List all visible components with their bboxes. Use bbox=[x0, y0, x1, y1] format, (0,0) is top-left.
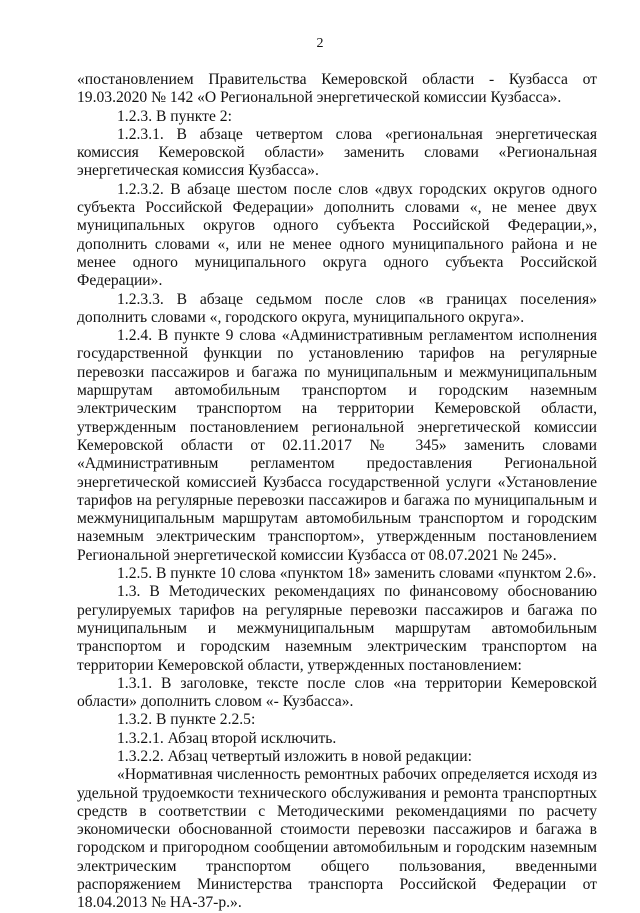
paragraph-1-2-3-3: 1.2.3.3. В абзаце седьмом после слов «в границах поселения» дополнить словами «, городского округа, муниципального округа». bbox=[77, 290, 597, 326]
paragraph-1-2-3-2: 1.2.3.2. В абзаце шестом после слов «двух городских округов одного субъекта Российской Федерации» дополнить словами «, не менее двух муниципальных округов одного субъекта Российской Федерации,», дополнить словами «, или не менее одного муниципального района и не менее одного муниципального округа одного субъекта Российской Федерации». bbox=[77, 180, 597, 290]
paragraph-1-3-2: 1.3.2. В пункте 2.2.5: bbox=[117, 711, 256, 729]
paragraph-quoted-text: «Нормативная численность ремонтных рабочих определяется исходя из удельной трудоемкости технического обслуживания и ремонта транспортных средств в соответствии с Методическими рекомендациями по расчету экономически обоснованной стоимости перевозки пассажиров и багажа в городском и пригородном сообщении автомобильным и городским наземным электрическим транспортом общего пользования, введенными распоряжением Министерства транспорта Российской Федерации от 18.04.2013 № НА-37-р.». bbox=[77, 766, 597, 912]
paragraph-1-3-2-2: 1.3.2.2. Абзац четвертый изложить в новой редакции: bbox=[117, 747, 472, 765]
paragraph-1-3-1: 1.3.1. В заголовке, тексте после слов «на территории Кемеровской области» дополнить словом «- Кузбасса». bbox=[77, 674, 597, 711]
document-body bbox=[77, 71, 597, 913]
paragraph-1-2-5: 1.2.5. В пункте 10 слова «пунктом 18» заменить словами «пунктом 2.6». bbox=[117, 565, 597, 583]
paragraph-1-2-3-1: 1.2.3.1. В абзаце четвертом слова «региональная энергетическая комиссия Кемеровской области» заменить словами «Региональная энергетическая комиссия Кузбасса». bbox=[77, 125, 597, 180]
paragraph-1-3-2-1: 1.3.2.1. Абзац второй исключить. bbox=[117, 729, 337, 747]
paragraph-1-2-4: 1.2.4. В пункте 9 слова «Административным регламентом исполнения государственной функции по установлению тарифов на регулярные перевозки пассажиров и багажа по муниципальным и межмуниципальным маршрутам автомобильным транспортом и городским наземным электрическим транспортом на территории Кемеровской области, утвержденным постановлением региональной энергетической комиссии Кемеровской области от 02.11.2017 № 345» заменить словами «Административным регламентом предоставления Региональной энергетической комиссией Кузбасса государственной услуги «Установление тарифов на регулярные перевозки пассажиров и багажа по муниципальным и межмуниципальным маршрутам автомобильным транспортом и городским наземным электрическим транспортом», утвержденным постановлением Региональной энергетической комиссии Кузбасса от 08.07.2021 № 245». bbox=[77, 327, 597, 564]
page-number: 2 bbox=[316, 36, 324, 51]
paragraph-1-2-3: 1.2.3. В пункте 2: bbox=[117, 107, 232, 125]
paragraph-continuation: «постановлением Правительства Кемеровской области - Кузбасса от 19.03.2020 № 142 «О Региональной энергетической комиссии Кузбасса». bbox=[77, 71, 597, 107]
paragraph-1-3: 1.3. В Методических рекомендациях по финансовому обоснованию регулируемых тарифов на регулярные перевозки пассажиров и багажа по муниципальным и межмуниципальным маршрутам автомобильным транспортом и городским наземным электрическим транспортом на территории Кемеровской области, утвержденных постановлением: bbox=[77, 583, 597, 674]
